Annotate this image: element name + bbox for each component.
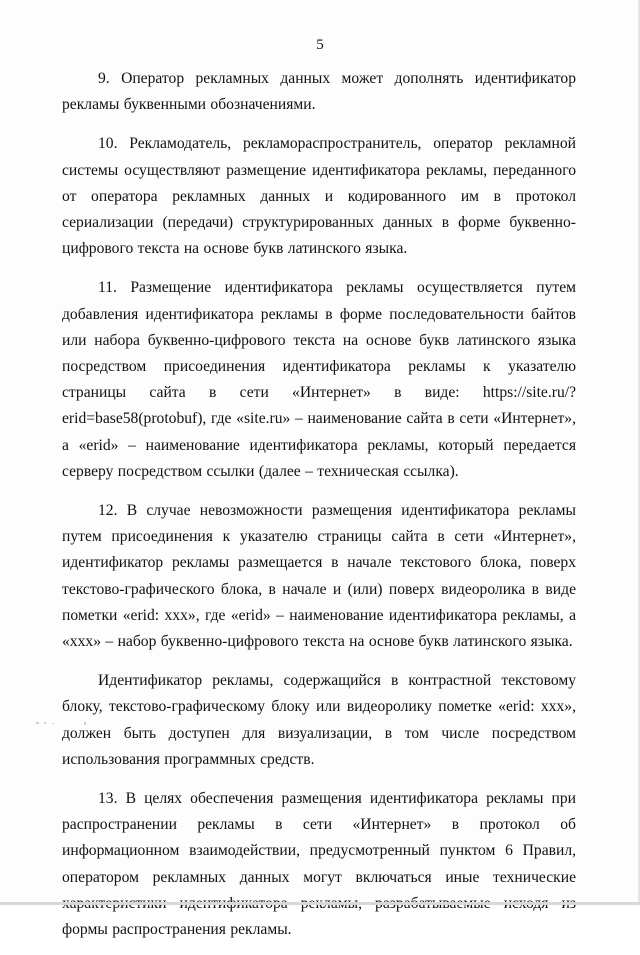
paragraph-10: 10. Рекламодатель, рекламораспространитель, оператор рекламной системы осуществляют размещение идентификатора рекламы, переданного от оператора рекламных данных и кодированного им в протокол сериализации (передачи) структурированных данных в форме буквенно-цифрового текста на основе букв латинского языка. xyxy=(62,135,576,258)
scan-bottom-edge xyxy=(0,902,640,905)
scan-speck xyxy=(52,723,54,724)
paragraph-11: 11. Размещение идентификатора рекламы осуществляется путем добавления идентификатора рекламы в форме последовательности байтов или набора буквенно-цифрового текста на основе букв латинского языка посредством присоединения идентификатора рекламы к указателю страницы сайта в сети «Интернет» в виде: https://site.ru/?erid=base58(protobuf), где «site.ru» – наименование сайта в сети «Интернет», а «erid» – наименование идентификатора рекламы, который передается серверу посредством ссылки (далее – техническая ссылка). xyxy=(62,279,576,480)
paragraph-12-continuation: Идентификатор рекламы, содержащийся в контрастной текстовому блоку, текстово-графическому блоку или видеоролику пометке «erid: ххх», должен быть доступен для визуализации, в том числе посредством использования программных средств. xyxy=(62,672,576,768)
scan-speck xyxy=(36,722,39,724)
scan-speck xyxy=(84,722,86,725)
document-body xyxy=(62,66,576,955)
paragraph-13: 13. В целях обеспечения размещения идентификатора рекламы при распространении рекламы в сети «Интернет» в протокол об информационном взаимодействии, предусмотренный пунктом 6 Правил, оператором рекламных данных могут включаться иные технические формы распространения рекламы. xyxy=(62,790,576,939)
scan-speck xyxy=(44,722,46,724)
paragraph-12: 12. В случае невозможности размещения идентификатора рекламы путем присоединения к указателю страницы сайта в сети «Интернет», идентификатор рекламы размещается в начале текстового блока, поверх текстово-графического блока, в начале и (или) поверх видеоролика в виде пометки «erid: ххх», где «erid» – наименование идентификатора рекламы, а «ххх» – набор буквенно-цифрового текста на основе букв латинского языка. xyxy=(62,502,576,651)
paragraph-9: 9. Оператор рекламных данных может дополнять идентификатор рекламы буквенными обозначениями. xyxy=(62,70,576,114)
page-number: 5 xyxy=(316,37,324,53)
